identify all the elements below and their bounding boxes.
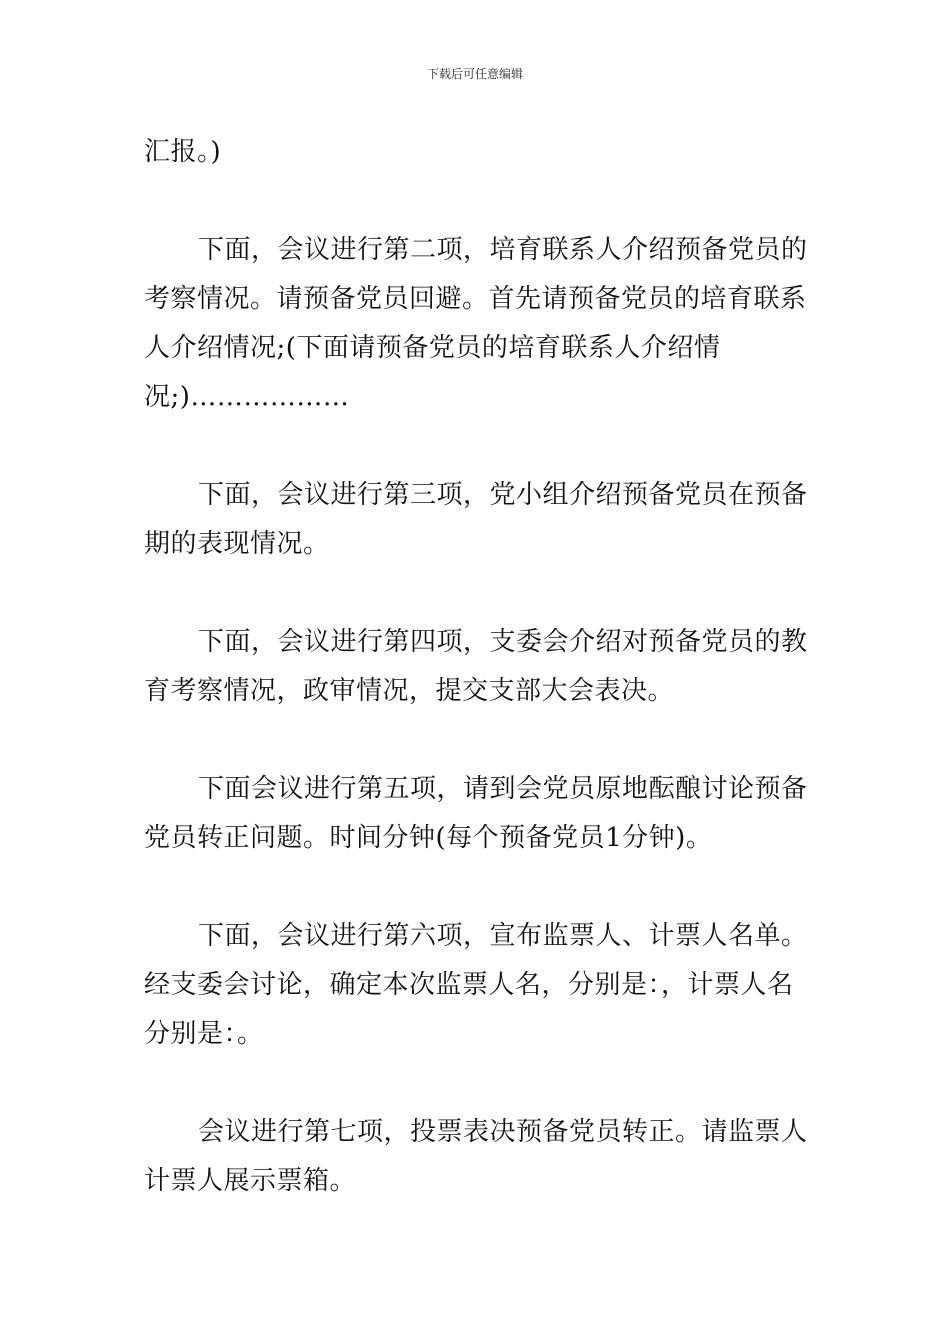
paragraph-6: 下面，会议进行第六项，宣布监票人、计票人名单。经支委会讨论，确定本次监票人名，分别是：，计票人名分别是：。 (144, 921, 808, 1049)
paragraph-gap (144, 716, 808, 765)
paragraph-5: 下面会议进行第五项，请到会党员原地酝酿讨论预备党员转正问题。时间分钟(每个预备党员1分钟)。 (144, 774, 808, 853)
page-header: 下载后可任意编辑 (426, 67, 523, 81)
paragraph-gap (144, 422, 808, 471)
paragraph-gap (144, 863, 808, 912)
paragraph-2: 下面，会议进行第二项，培育联系人介绍预备党员的考察情况。请预备党员回避。首先请预备党员的培育联系人介绍情况;(下面请预备党员的培育联系人介绍情况;)……………… (144, 235, 808, 412)
document-body (144, 128, 808, 1206)
paragraph-1: 汇报。) (144, 137, 222, 167)
paragraph-7: 会议进行第七项，投票表决预备党员转正。请监票人计票人展示票箱。 (144, 1117, 808, 1196)
paragraph-gap (144, 569, 808, 618)
paragraph-gap (144, 177, 808, 226)
paragraph-4: 下面，会议进行第四项，支委会介绍对预备党员的教育考察情况，政审情况，提交支部大会表决。 (144, 627, 808, 706)
paragraph-gap (144, 1059, 808, 1108)
paragraph-3: 下面，会议进行第三项，党小组介绍预备党员在预备期的表现情况。 (144, 480, 808, 559)
